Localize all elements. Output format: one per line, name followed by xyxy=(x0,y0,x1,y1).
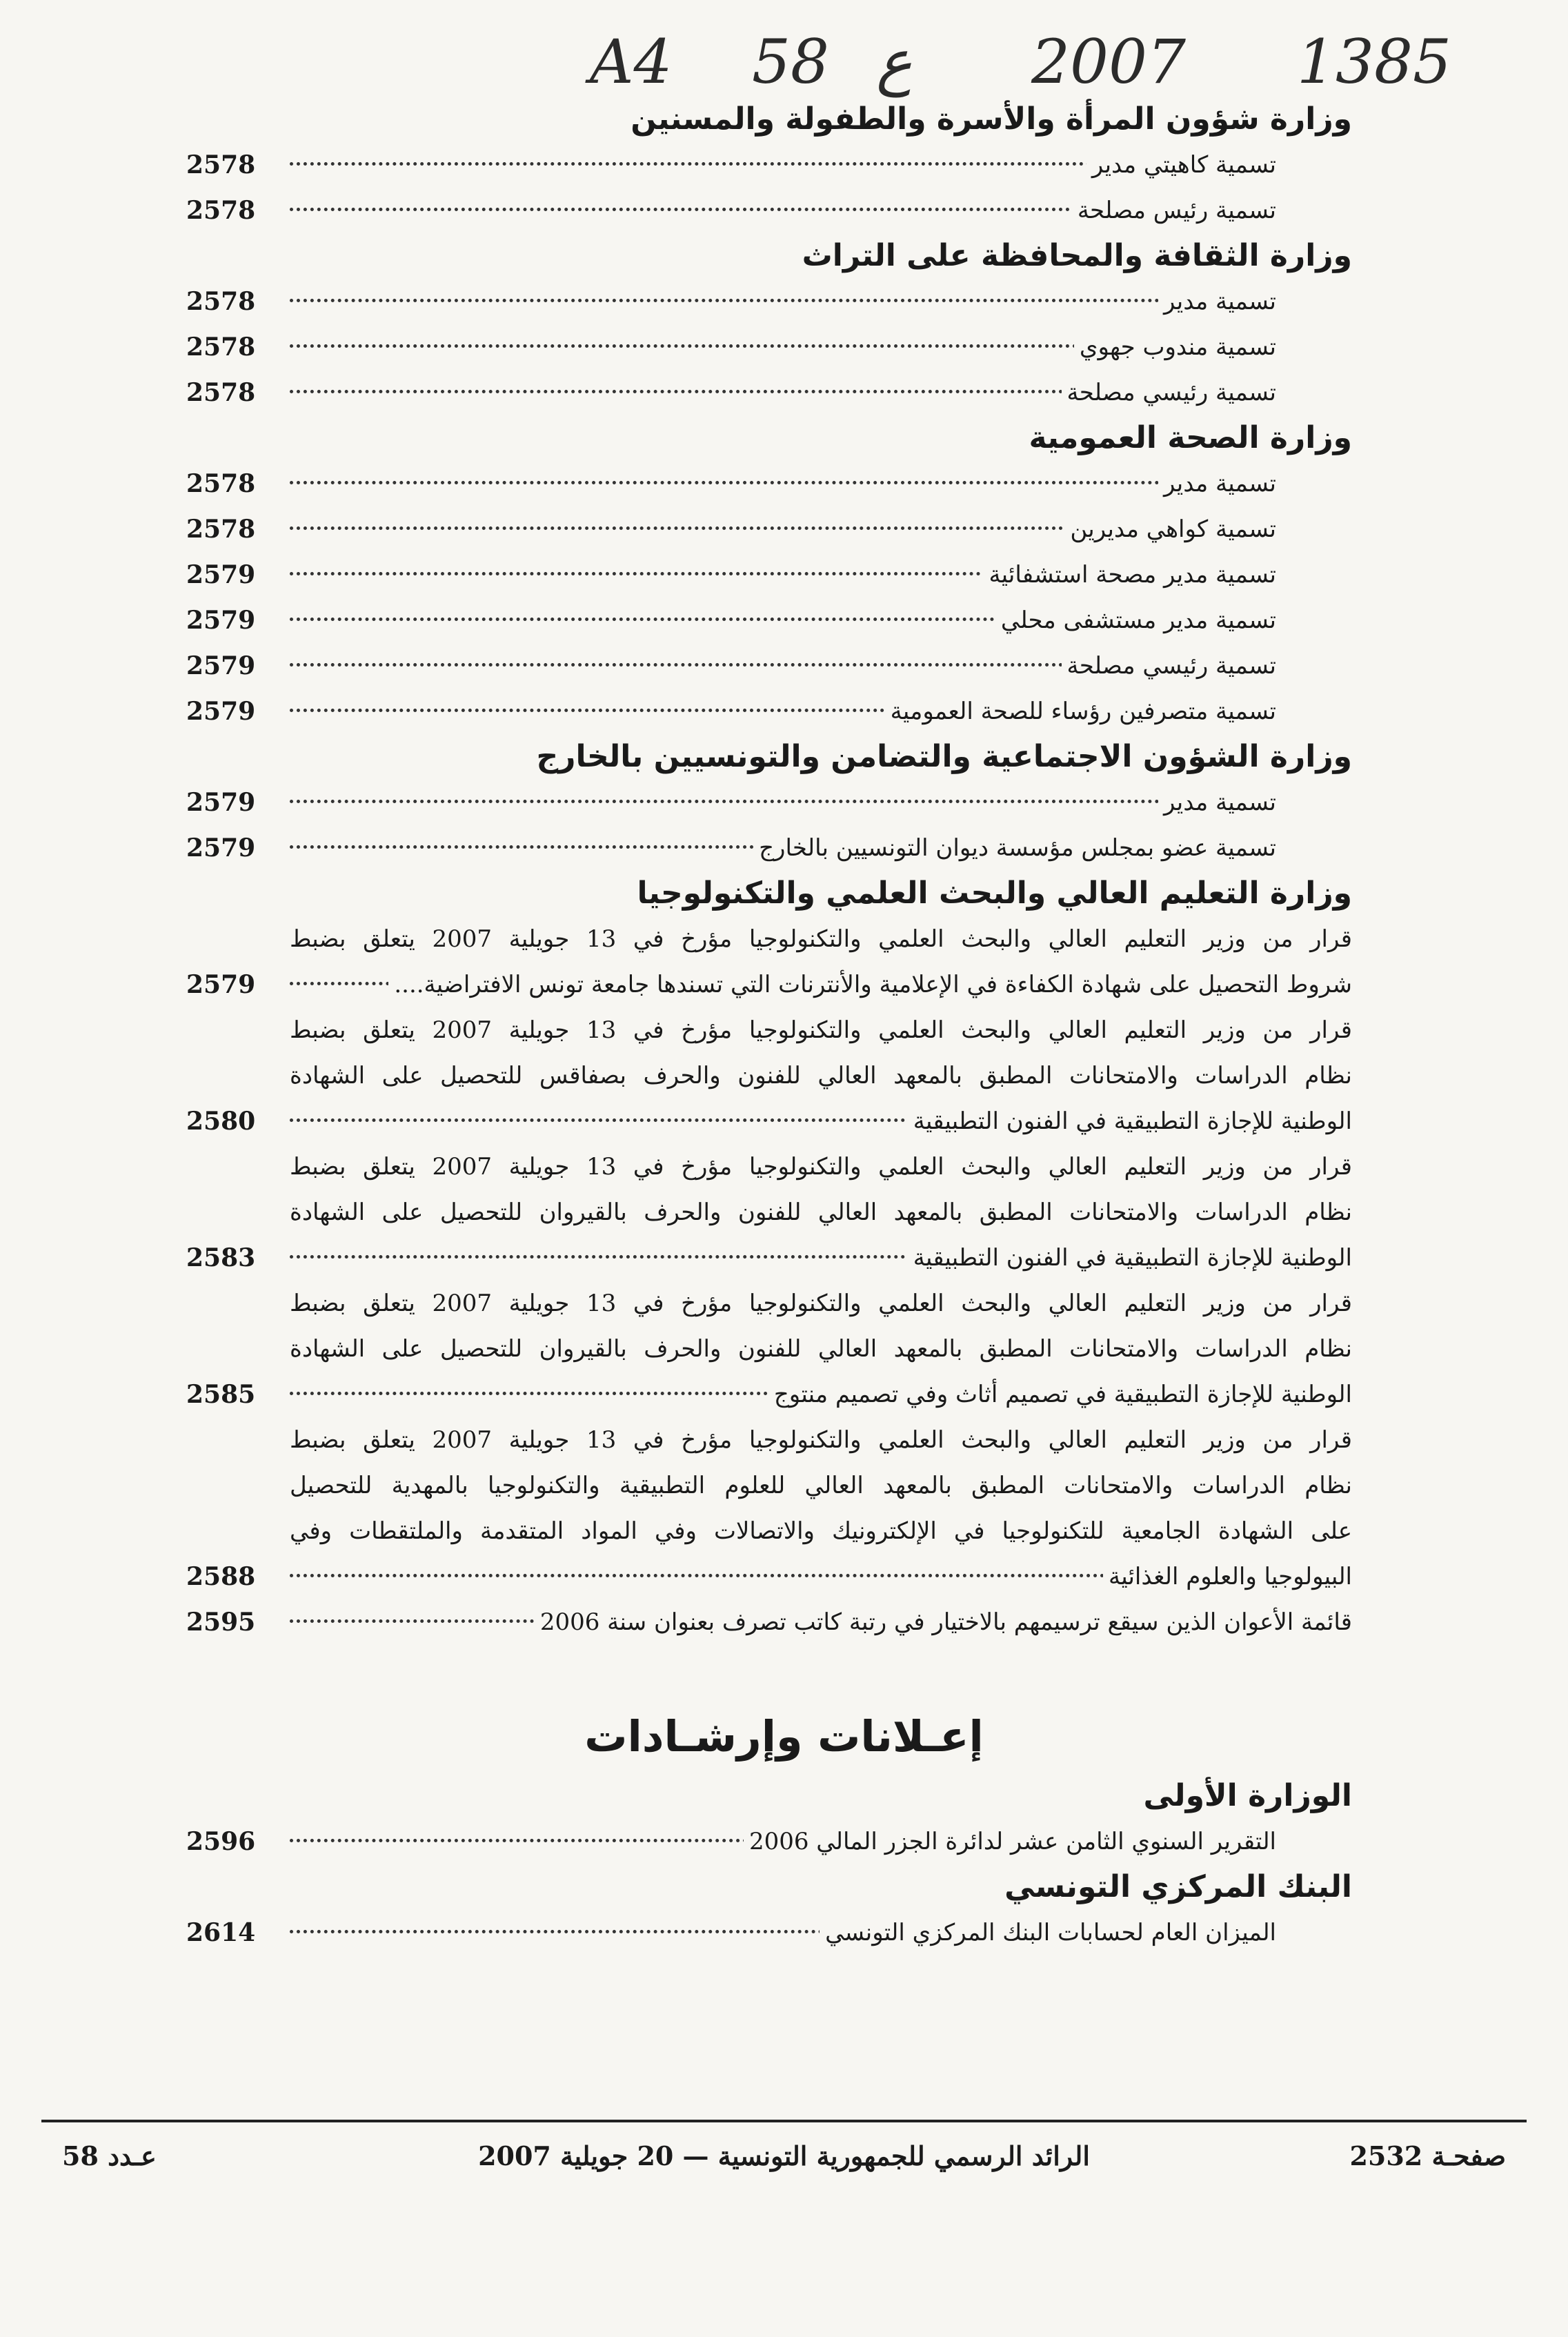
announcement-heading: البنك المركزي التونسي xyxy=(1004,1869,1352,1904)
handwritten-ref: 1385 xyxy=(1297,26,1451,97)
announcement-text: التقرير السنوي الثامن عشر لدائرة الجزر المالي 2006 xyxy=(744,1819,1276,1864)
handwritten-58: 58 xyxy=(752,26,829,97)
decision-text: الوطنية للإجازة التطبيقية في تصميم أثاث وفي تصميم منتوج xyxy=(768,1372,1352,1417)
decision-line: قرار من وزير التعليم العالي والبحث العلمي والتكنولوجيا مؤرخ في 13 جويلية 2007 يتعلق بضبط xyxy=(290,1426,1352,1454)
toc-entry-page: 2579 xyxy=(186,834,256,862)
footer-journal-title: الرائد الرسمي للجمهورية التونسية — 20 جويلية 2007 xyxy=(478,2140,1090,2171)
decision-line: قرار من وزير التعليم العالي والبحث العلمي والتكنولوجيا مؤرخ في 13 جويلية 2007 يتعلق بضبط xyxy=(290,1153,1352,1181)
decision-line: قرار من وزير التعليم العالي والبحث العلمي والتكنولوجيا مؤرخ في 13 جويلية 2007 يتعلق بضبط xyxy=(290,1290,1352,1317)
handwritten-a4: A4 xyxy=(590,26,673,97)
handwritten-ain: ع xyxy=(876,26,913,97)
toc-entry-text: تسمية رئيسي مصلحة xyxy=(1062,370,1277,415)
decision-last-line xyxy=(186,962,1352,1007)
toc-entry-text: تسمية مندوب جهوي xyxy=(1074,324,1276,370)
ministry-heading: وزارة شؤون المرأة والأسرة والطفولة والمسنين xyxy=(631,101,1352,137)
toc-entry-page: 2578 xyxy=(186,515,256,544)
footer-divider xyxy=(41,2120,1527,2122)
announcement-page: 2596 xyxy=(186,1827,256,1856)
toc-entry-page: 2579 xyxy=(186,697,256,726)
page-footer xyxy=(41,2132,1527,2180)
toc-entry-page: 2578 xyxy=(186,196,256,225)
decision-page: 2585 xyxy=(186,1380,256,1409)
decision-text: الوطنية للإجازة التطبيقية في الفنون التطبيقية xyxy=(908,1235,1352,1281)
toc-entry xyxy=(186,825,1352,871)
toc-entry-text: تسمية مدير xyxy=(1158,279,1276,324)
decision-last-line xyxy=(186,1235,1352,1281)
ministry-heading: وزارة الصحة العمومية xyxy=(1029,420,1352,455)
toc-entry-page: 2579 xyxy=(186,651,256,680)
dot-leader xyxy=(290,295,1276,302)
decision-last-line xyxy=(186,1599,1352,1645)
dot-leader xyxy=(290,477,1276,484)
footer-issue-number: عـدد 58 xyxy=(62,2140,157,2171)
toc-entry-page: 2578 xyxy=(186,287,256,316)
ministry-heading: وزارة التعليم العالي والبحث العلمي والتكنولوجيا xyxy=(637,876,1352,911)
toc-entry-text: تسمية رئيسي مصلحة xyxy=(1062,643,1277,689)
toc-entry-text: تسمية مدير مستشفى محلي xyxy=(995,598,1276,643)
toc-entry xyxy=(186,552,1352,598)
toc-entry xyxy=(186,506,1352,552)
decision-entry xyxy=(186,916,1352,1007)
toc-entry xyxy=(186,689,1352,734)
toc-entry-text: تسمية رئيس مصلحة xyxy=(1072,188,1276,233)
toc-entry xyxy=(186,188,1352,233)
toc-entry-text: تسمية كواهي مديرين xyxy=(1064,506,1276,552)
decision-page: 2583 xyxy=(186,1243,256,1272)
decision-page: 2595 xyxy=(186,1608,256,1637)
toc-entry xyxy=(186,142,1352,188)
decision-line: قرار من وزير التعليم العالي والبحث العلمي والتكنولوجيا مؤرخ في 13 جويلية 2007 يتعلق بضبط xyxy=(290,925,1352,953)
ministry-heading: وزارة الثقافة والمحافظة على التراث xyxy=(802,238,1352,273)
toc-entry-text: تسمية متصرفين رؤساء للصحة العمومية xyxy=(885,689,1276,734)
announcements-title: إعـلانات وإرشـادات xyxy=(584,1711,984,1762)
decision-line: نظام الدراسات والامتحانات المطبق بالمعهد العالي للفنون والحرف بالقيروان للتحصيل على الشهادة xyxy=(290,1335,1352,1363)
decision-page: 2579 xyxy=(186,970,256,999)
decision-last-line xyxy=(186,1098,1352,1144)
toc-entry-page: 2578 xyxy=(186,469,256,498)
footer-page-number: صفحـة 2532 xyxy=(1349,2140,1506,2171)
announcement-page: 2614 xyxy=(186,1918,256,1947)
decision-entry xyxy=(186,1281,1352,1417)
decision-entry xyxy=(186,1599,1352,1645)
announcement-entry xyxy=(186,1910,1352,1955)
decision-page: 2580 xyxy=(186,1107,256,1136)
decision-last-line xyxy=(186,1372,1352,1417)
toc-entry xyxy=(186,324,1352,370)
toc-entry-page: 2579 xyxy=(186,788,256,817)
toc-entry xyxy=(186,598,1352,643)
toc-entry xyxy=(186,780,1352,825)
decision-line: قرار من وزير التعليم العالي والبحث العلمي والتكنولوجيا مؤرخ في 13 جويلية 2007 يتعلق بضبط xyxy=(290,1016,1352,1044)
toc-entry-text: تسمية مدير xyxy=(1158,461,1276,506)
decision-text: البيولوجيا والعلوم الغذائية xyxy=(1103,1554,1352,1599)
toc-entry xyxy=(186,279,1352,324)
dot-leader xyxy=(290,796,1276,803)
toc-entry-page: 2579 xyxy=(186,606,256,635)
toc-entry xyxy=(186,643,1352,689)
decision-text: قائمة الأعوان الذين سيقع ترسيمهم بالاختيار في رتبة كاتب تصرف بعنوان سنة 2006 xyxy=(535,1599,1352,1645)
toc-entry-text: تسمية مدير xyxy=(1158,780,1276,825)
decision-text: الوطنية للإجازة التطبيقية في الفنون التطبيقية xyxy=(908,1098,1352,1144)
ministry-heading: وزارة الشؤون الاجتماعية والتضامن والتونسيين بالخارج xyxy=(536,739,1352,774)
toc-entry-page: 2578 xyxy=(186,150,256,179)
decision-entry xyxy=(186,1144,1352,1281)
decision-entry xyxy=(186,1007,1352,1144)
decision-text: شروط التحصيل على شهادة الكفاءة في الإعلامية والأنترنات التي تسندها جامعة تونس الافتراضية.... xyxy=(388,962,1352,1007)
announcement-heading: الوزارة الأولى xyxy=(1143,1778,1352,1813)
handwritten-year: 2007 xyxy=(1031,26,1186,97)
toc-entry-page: 2578 xyxy=(186,333,256,362)
toc-entry xyxy=(186,461,1352,506)
decision-entry xyxy=(186,1417,1352,1599)
toc-entry-text: تسمية عضو بمجلس مؤسسة ديوان التونسيين بالخارج xyxy=(753,825,1276,871)
decision-line: نظام الدراسات والامتحانات المطبق بالمعهد العالي للفنون والحرف بالقيروان للتحصيل على الشهادة xyxy=(290,1199,1352,1226)
announcement-entry xyxy=(186,1819,1352,1864)
decision-page: 2588 xyxy=(186,1562,256,1591)
decision-line: نظام الدراسات والامتحانات المطبق بالمعهد العالي للفنون والحرف بصفاقس للتحصيل على الشهادة xyxy=(290,1062,1352,1089)
toc-entry-page: 2579 xyxy=(186,560,256,589)
announcement-text: الميزان العام لحسابات البنك المركزي التونسي xyxy=(820,1910,1276,1955)
toc-entry-page: 2578 xyxy=(186,378,256,407)
toc-entry xyxy=(186,370,1352,415)
decision-line: نظام الدراسات والامتحانات المطبق بالمعهد العالي للعلوم التطبيقية والتكنولوجيا بالمهدية للتحصيل xyxy=(290,1472,1352,1499)
table-of-contents xyxy=(186,97,1352,1645)
toc-entry-text: تسمية كاهيتي مدير xyxy=(1086,142,1276,188)
decision-line: على الشهادة الجامعية للتكنولوجيا في الإلكترونيك والاتصالات وفي المواد المتقدمة والملتقطات وفي xyxy=(290,1517,1352,1545)
toc-entry-text: تسمية مدير مصحة استشفائية xyxy=(983,552,1276,598)
decision-last-line xyxy=(186,1554,1352,1599)
announcements-list xyxy=(186,1773,1352,1955)
